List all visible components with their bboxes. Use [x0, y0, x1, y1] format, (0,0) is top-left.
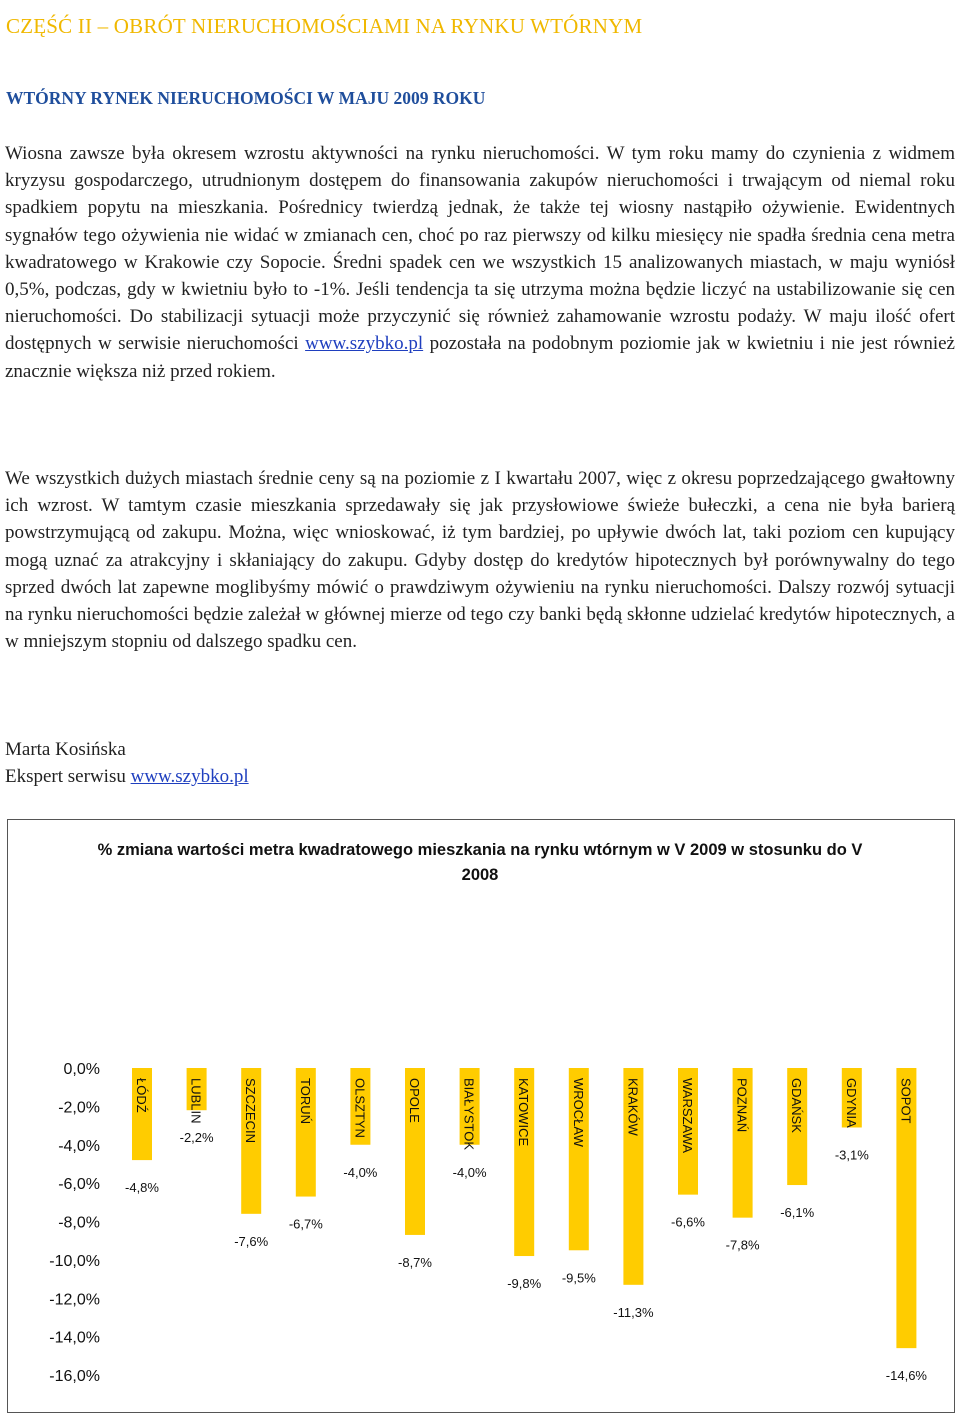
value-label: -7,6%: [234, 1233, 269, 1249]
author-role-prefix: Ekspert serwisu: [5, 766, 131, 788]
y-tick-label: 0,0%: [63, 1061, 100, 1078]
szybko-link-1[interactable]: www.szybko.pl: [305, 333, 424, 355]
value-label: -9,5%: [561, 1270, 596, 1286]
value-label: -2,2%: [179, 1130, 214, 1146]
category-label: SOPOT: [898, 1078, 914, 1124]
paragraph-1-text-b: pozostała na podobnym poziomie jak w kwietniu i nie jest również znacznie większa niż przed rokiem.: [5, 333, 955, 382]
category-label: WROCŁAW: [570, 1078, 586, 1147]
value-label: -11,3%: [613, 1304, 654, 1320]
section-title: CZĘŚĆ II – OBRÓT NIERUCHOMOŚCIAMI NA RYNKU WTÓRNYM: [6, 14, 643, 38]
paragraph-2-text: We wszystkich dużych miastach średnie ceny są na poziomie z I kwartału 2007, więc z okresu poprzedzającego gwałtowny ich wzrost. W tamtym czasie mieszkania sprzedawały się jak przysłowiowe świeże bułeczki, a cena nie była barierą powstrzymującą od zakupu. Można, więc wnioskować, iż tym bardziej, po upływie dwóch lat, taki poziom cen kupujący mogą uznać za atrakcyjny i skłaniający do zakupu. Gdyby dostęp do kredytów hipotecznych był porównywalny do tego sprzed dwóch lat zapewne moglibyśmy mówić o prawdziwym ożywieniu na rynku nieruchomości. Dalszy rozwój sytuacji na rynku nieruchomości będzie zależał w głównej mierze od tego czy banki będą skłonne udzielać kredytów hipotecznych, a w mniejszym stopniu od dalszego spadku cen.: [5, 468, 955, 653]
chart-title: % zmiana wartości metra kwadratowego mieszkania na rynku wtórnym w V 2009 w stosunku do V 2008: [97, 841, 863, 884]
value-label: -6,1%: [780, 1205, 815, 1221]
category-label: SZCZECIN: [243, 1078, 259, 1143]
value-label: -14,6%: [885, 1368, 928, 1384]
article-subtitle: WTÓRNY RYNEK NIERUCHOMOŚCI W MAJU 2009 ROKU: [6, 88, 486, 108]
category-label: KATOWICE: [516, 1078, 532, 1147]
category-label: ŁÓDŹ: [134, 1078, 149, 1113]
category-label: GDAŃSK: [789, 1078, 805, 1133]
value-label: -6,6%: [671, 1214, 705, 1230]
szybko-link-2[interactable]: www.szybko.pl: [130, 766, 249, 788]
paragraph-1-text-a: Wiosna zawsze była okresem wzrostu aktywności na rynku nieruchomości. W tym roku mamy do czynienia z widmem kryzysu gospodarczego, utrudnionym dostępem do finansowania zakupów nieruchomości i trwającym od niemal roku spadkiem popytu na mieszkania. Pośrednicy twierdzą jednak, że także tej wiosny nastąpiło ożywienie. Ewidentnych sygnałów tego ożywienia nie widać w zmianach cen, choć po raz pierwszy od kilku miesięcy nie spadła średnia cena metra kwadratowego w Krakowie czy Sopocie. Średni spadek cen we wszystkich 15 analizowanych miastach, w maju wyniósł 0,5%, podczas, gdy w kwietniu było to -1%. Jeśli tendencja ta się utrzyma można będzie liczyć na ustabilizowanie się cen nieruchomości. Do stabilizacji sytuacji może przyczynić się również zahamowanie wzrostu podaży. W maju ilość ofert dostępnych w serwisie nieruchomości: [5, 143, 955, 355]
category-label: GDYNIA: [843, 1078, 859, 1128]
value-label: -3,1%: [834, 1147, 869, 1163]
y-tick-label: -10,0%: [49, 1252, 100, 1270]
value-label: -4,0%: [452, 1164, 487, 1180]
category-label: POZNAŃ: [734, 1078, 750, 1133]
y-tick-label: -2,0%: [58, 1099, 100, 1117]
y-tick-label: -4,0%: [58, 1137, 100, 1155]
y-tick-label: -14,0%: [49, 1329, 100, 1347]
category-label: LUBLIN: [188, 1078, 204, 1124]
category-label: BIAŁYSTOK: [461, 1078, 477, 1151]
value-label: -8,7%: [398, 1254, 432, 1270]
category-label: TORUŃ: [297, 1078, 313, 1124]
category-label: OLSZTYN: [352, 1078, 368, 1138]
value-label: -6,7%: [288, 1216, 323, 1232]
category-label: WARSZAWA: [680, 1078, 695, 1154]
y-tick-label: -12,0%: [49, 1291, 100, 1309]
y-tick-label: -16,0%: [49, 1368, 100, 1385]
value-label: -4,8%: [125, 1180, 159, 1196]
category-label: OPOLE: [407, 1078, 422, 1123]
value-label: -4,0%: [343, 1164, 378, 1180]
author-name: Marta Kosińska: [5, 739, 126, 760]
y-tick-label: -8,0%: [58, 1214, 100, 1232]
value-label: -9,8%: [507, 1276, 542, 1292]
value-label: -7,8%: [725, 1237, 760, 1253]
y-tick-label: -6,0%: [58, 1176, 100, 1194]
category-label: KRAKÓW: [625, 1078, 641, 1136]
